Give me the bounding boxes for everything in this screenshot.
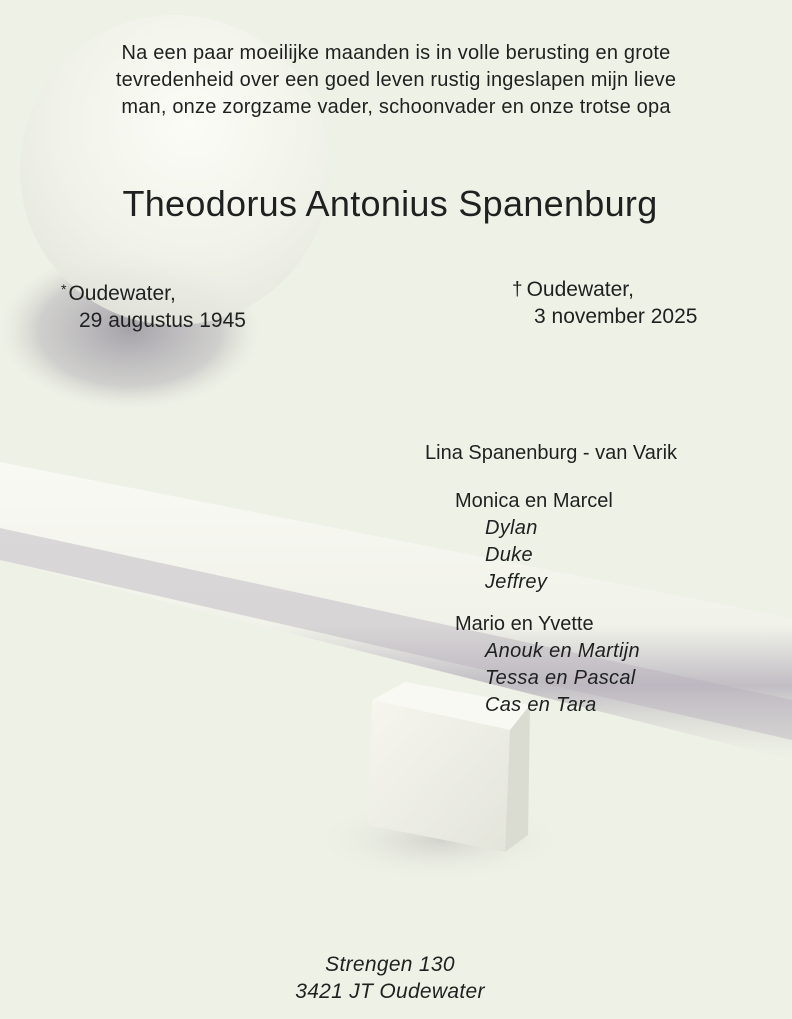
spouse-name: Lina Spanenburg - van Varik <box>425 442 678 464</box>
grandchild-name: Jeffrey <box>485 571 548 593</box>
family-group <box>455 611 640 719</box>
address-street: Strengen 130 <box>325 953 455 976</box>
intro-text <box>40 40 752 121</box>
address-city: 3421 JT Oudewater <box>295 980 485 1003</box>
intro-line: Na een paar moeilijke maanden is in volle berusting en grote <box>121 42 671 64</box>
grandchild-name: Anouk en Martijn <box>485 640 640 662</box>
grandchild-name: Duke <box>485 544 533 566</box>
birth-place: Oudewater, <box>68 282 176 305</box>
child-name: Mario en Yvette <box>455 613 594 635</box>
birth-symbol: * <box>61 281 67 297</box>
intro-line: man, onze zorgzame vader, schoonvader en onze trotse opa <box>121 96 671 118</box>
death-place: Oudewater, <box>526 278 634 301</box>
death-date: 3 november 2025 <box>534 305 698 328</box>
address-block <box>0 951 780 1005</box>
family-group <box>455 488 613 596</box>
death-symbol: † <box>512 279 523 300</box>
child-name: Monica en Marcel <box>455 490 613 512</box>
grandchild-name: Tessa en Pascal <box>485 667 636 689</box>
grandchild-name: Dylan <box>485 517 538 539</box>
intro-line: tevredenheid over een goed leven rustig ingeslapen mijn lieve <box>115 69 677 91</box>
birth-date: 29 augustus 1945 <box>79 309 246 332</box>
death-info <box>512 276 697 330</box>
grandchild-name: Cas en Tara <box>485 694 597 716</box>
deceased-name: Theodorus Antonius Spanenburg <box>122 183 658 224</box>
birth-info <box>61 276 246 334</box>
